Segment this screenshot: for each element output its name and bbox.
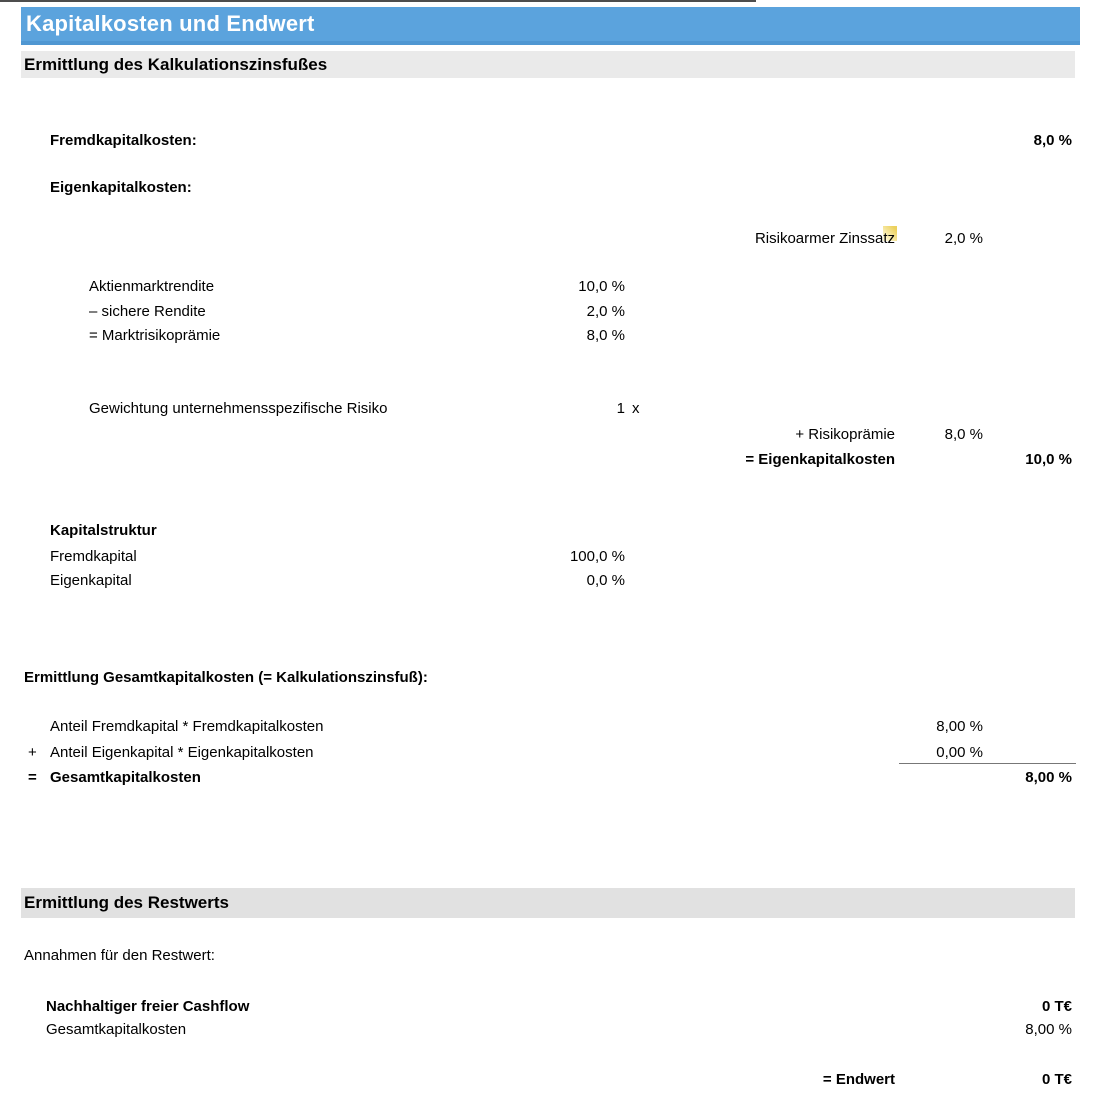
row-eigenkapitalkosten-summe (0, 451, 1100, 469)
eigenkapitalkosten-summe-label: = Eigenkapitalkosten (745, 451, 895, 468)
gesamtkapitalkosten-label: Gesamtkapitalkosten (50, 769, 201, 786)
anteil-eigenkapital-value: 0,00 % (936, 744, 983, 761)
row-fremdkapital (0, 548, 1100, 566)
row-eigenkapital (0, 572, 1100, 590)
cashflow-value: 0 T€ (1041, 998, 1072, 1015)
section-header-label: Ermittlung des Restwerts (24, 893, 229, 912)
gesamtkapitalkosten-restwert-value: 8,00 % (1025, 1021, 1072, 1038)
gesamtkapitalkosten-value: 8,00 % (1025, 769, 1072, 786)
risikoarmer-zinssatz-label: Risikoarmer Zinssatz (754, 230, 895, 247)
kapitalstruktur-label: Kapitalstruktur (50, 522, 157, 539)
aktienmarktrendite-label: Aktienmarktrendite (89, 278, 215, 295)
fremdkapitalkosten-label: Fremdkapitalkosten: (50, 132, 197, 149)
annahmen-label: Annahmen für den Restwert: (24, 947, 215, 964)
gesamtkapitalkosten-operator: = (28, 769, 37, 786)
page-top-border (0, 0, 756, 2)
gewichtung-label: Gewichtung unternehmensspezifische Risiko (89, 400, 388, 417)
row-sichere-rendite (0, 303, 1100, 321)
gewichtung-value: 1 (616, 400, 625, 417)
cashflow-label: Nachhaltiger freier Cashflow (46, 998, 250, 1015)
fremdkapital-label: Fremdkapital (50, 548, 137, 565)
section-header-label: Ermittlung des Kalkulationszinsfußes (24, 55, 328, 74)
endwert-value: 0 T€ (1041, 1071, 1072, 1088)
gesamtkapitalkosten-restwert-label: Gesamtkapitalkosten (46, 1021, 187, 1038)
row-marktrisikopraemie (0, 327, 1100, 345)
anteil-eigenkapital-label: Anteil Eigenkapital * Eigenkapitalkosten (50, 744, 314, 761)
title-bar (21, 7, 1080, 45)
risikoarmer-zinssatz-value: 2,0 % (944, 230, 983, 247)
row-annahmen-restwert (0, 947, 1100, 965)
risikopraemie-label: + Risikoprämie (795, 426, 895, 443)
fremdkapital-value: 100,0 % (569, 548, 625, 565)
risikopraemie-value: 8,0 % (944, 426, 983, 443)
sichere-rendite-value: 2,0 % (586, 303, 625, 320)
row-anteil-eigenkapital (0, 744, 1100, 762)
row-risikopraemie (0, 426, 1100, 444)
gesamtkapitalkosten-heading-label: Ermittlung Gesamtkapitalkosten (= Kalkulationszinsfuß): (24, 669, 428, 686)
anteil-fremdkapital-label: Anteil Fremdkapital * Fremdkapitalkosten (50, 718, 324, 735)
row-fremdkapitalkosten (0, 132, 1100, 150)
marktrisikopraemie-label: = Marktrisikoprämie (89, 327, 221, 344)
row-gesamtkapitalkosten-heading (0, 669, 1100, 687)
sichere-rendite-label: – sichere Rendite (89, 303, 206, 320)
row-anteil-fremdkapital (0, 718, 1100, 736)
eigenkapitalkosten-label: Eigenkapitalkosten: (50, 179, 192, 196)
row-endwert (0, 1071, 1100, 1089)
row-gewichtung-risiko (0, 400, 1100, 418)
anteil-eigenkapital-operator: + (28, 744, 37, 761)
row-gesamtkapitalkosten-summe (0, 769, 1100, 787)
row-gesamtkapitalkosten-restwert (0, 1021, 1100, 1039)
eigenkapital-label: Eigenkapital (50, 572, 132, 589)
row-risikoarmer-zinssatz (0, 230, 1100, 248)
section-header-kalkulationszinsfuss (21, 51, 1075, 78)
page-title: Kapitalkosten und Endwert (26, 11, 315, 36)
marktrisikopraemie-value: 8,0 % (586, 327, 625, 344)
aktienmarktrendite-value: 10,0 % (578, 278, 625, 295)
endwert-label: = Endwert (822, 1071, 895, 1088)
section-header-restwert (21, 888, 1075, 918)
row-eigenkapitalkosten (0, 179, 1100, 197)
fremdkapitalkosten-value: 8,0 % (1033, 132, 1072, 149)
eigenkapital-value: 0,0 % (586, 572, 625, 589)
sum-divider-line (899, 763, 1076, 764)
gewichtung-multiplier-suffix: x (632, 400, 640, 417)
row-kapitalstruktur-heading (0, 522, 1100, 540)
row-nachhaltiger-cashflow (0, 998, 1100, 1016)
eigenkapitalkosten-summe-value: 10,0 % (1025, 451, 1072, 468)
row-aktienmarktrendite (0, 278, 1100, 296)
anteil-fremdkapital-value: 8,00 % (936, 718, 983, 735)
